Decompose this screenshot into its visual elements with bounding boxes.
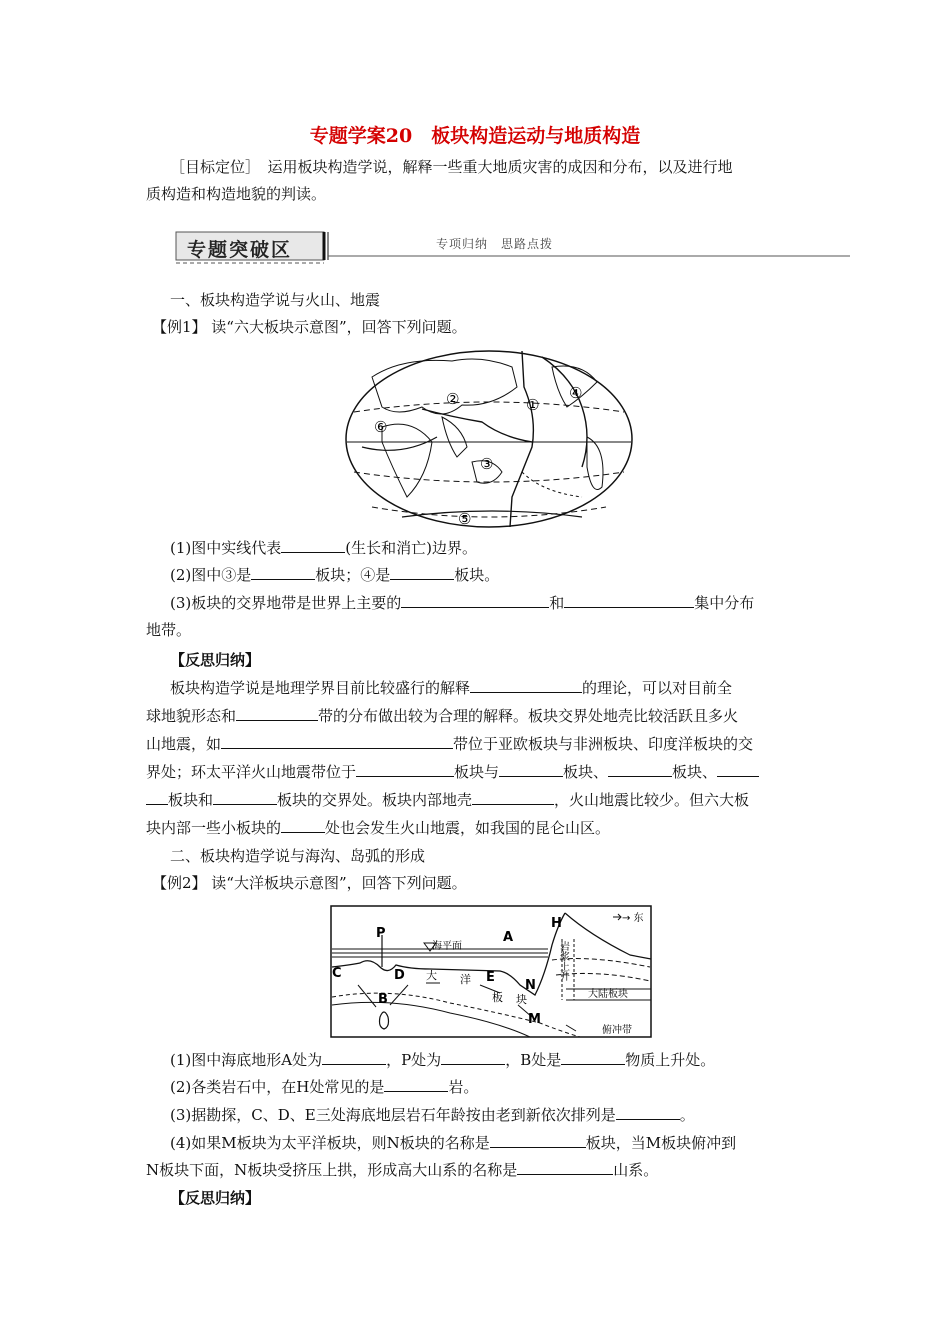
map-label-3: ③ — [480, 455, 494, 473]
example1-text: 【例1】 读“六大板块示意图”，回答下列问题。 — [152, 318, 467, 336]
s2-q4-cont: N板块下面，N板块受挤压上拱，形成高大山系的名称是 山系。 — [146, 1161, 659, 1179]
ocean-plate-diagram — [330, 905, 652, 1038]
diagram-letter-P: P — [376, 926, 386, 941]
diagram-letter-B: B — [378, 992, 388, 1007]
diagram-ocean-plate-char-3: 板 — [492, 991, 503, 1004]
banner-label: 专题突破区 — [187, 239, 293, 261]
map-label-2: ② — [446, 390, 460, 408]
diagram-letter-D: D — [394, 968, 405, 983]
diagram-subduction-label: 俯冲带 — [602, 1025, 632, 1036]
s1-reflect-line-1: 板块构造学说是地理学界目前比较盛行的解释 的理论，可以对目前全 — [170, 679, 733, 697]
map-label-1: ① — [526, 396, 540, 414]
diagram-ocean-plate-char-1: 大 — [426, 969, 437, 982]
map-label-5: ⑤ — [458, 510, 472, 528]
diagram-letter-C: C — [332, 966, 342, 981]
diagram-magma-label: 岩浆上升 — [557, 941, 569, 981]
s1-q3: (3)板块的交界地带是世界上主要的 和 集中分布 — [170, 594, 755, 612]
s1-reflect-line-3: 山地震，如 带位于亚欧板块与非洲板块、印度洋板块的交 — [146, 735, 754, 753]
diagram-letter-A: A — [503, 930, 514, 945]
diagram-sea-level-label: 海平面 — [432, 941, 462, 952]
diagram-ocean-plate-char-4: 块 — [516, 993, 527, 1006]
diagram-letter-H: H — [551, 916, 562, 931]
s2-reflect-heading: 【反思归纳】 — [170, 1189, 261, 1207]
section1-heading: 一、板块构造学说与火山、地震 — [170, 291, 381, 309]
s1-reflect-line-2: 球地貌形态和 带的分布做出较为合理的解释。板块交界处地壳比较活跃且多火 — [146, 707, 739, 725]
s1-reflect-line-5: 板块和 板块的交界处。板块内部地壳 ，火山地震比较少。但六大板 — [146, 790, 749, 810]
s2-q1: (1)图中海底地形A处为 ，P处为 ，B处是 物质上升处。 — [170, 1051, 716, 1069]
example2-text: 【例2】 读“大洋板块示意图”，回答下列问题。 — [152, 874, 467, 892]
goal-line-2: 质构造和构造地貌的判读。 — [146, 185, 327, 203]
diagram-ocean-plate-char-2: 洋 — [460, 973, 471, 986]
s2-q4: (4)如果M板块为太平洋板块，则N板块的名称是 板块，当M板块俯冲到 — [170, 1134, 737, 1152]
map-label-6: ⑥ — [374, 418, 388, 436]
s1-q3-cont: 地带。 — [146, 621, 192, 639]
map-label-4: ④ — [569, 384, 583, 402]
six-plates-map — [342, 347, 636, 531]
s1-q1: (1)图中实线代表 (生长和消亡)边界。 — [170, 539, 477, 557]
diagram-continental-label: 大陆板块 — [588, 989, 628, 1000]
s2-q2: (2)各类岩石中，在H处常见的是 岩。 — [170, 1078, 479, 1096]
diagram-letter-E: E — [486, 970, 495, 985]
diagram-letter-N: N — [525, 978, 536, 993]
s1-reflect-heading: 【反思归纳】 — [170, 651, 261, 669]
page-title: 专题学案20 板块构造运动与地质构造 — [309, 125, 641, 147]
banner-subtitle: 专项归纳 思路点拨 — [436, 237, 554, 251]
s1-reflect-line-4: 界处；环太平洋火山地震带位于 板块与 板块、 板块、 — [146, 762, 759, 782]
s2-q3: (3)据勘探，C、D、E三处海底地层岩石年龄按由老到新依次排列是 。 — [170, 1106, 695, 1124]
s1-q2: (2)图中③是 板块；④是 板块。 — [170, 566, 500, 584]
diagram-letter-M: M — [528, 1012, 541, 1027]
section2-heading: 二、板块构造学说与海沟、岛弧的形成 — [170, 847, 426, 865]
s1-reflect-line-6: 块内部一些小板块的 处也会发生火山地震，如我国的昆仑山区。 — [146, 819, 611, 837]
diagram-east-label: → 东 — [622, 913, 644, 924]
goal-line-1: ［目标定位］ 运用板块构造学说，解释一些重大地质灾害的成因和分布，以及进行地 — [170, 158, 733, 176]
